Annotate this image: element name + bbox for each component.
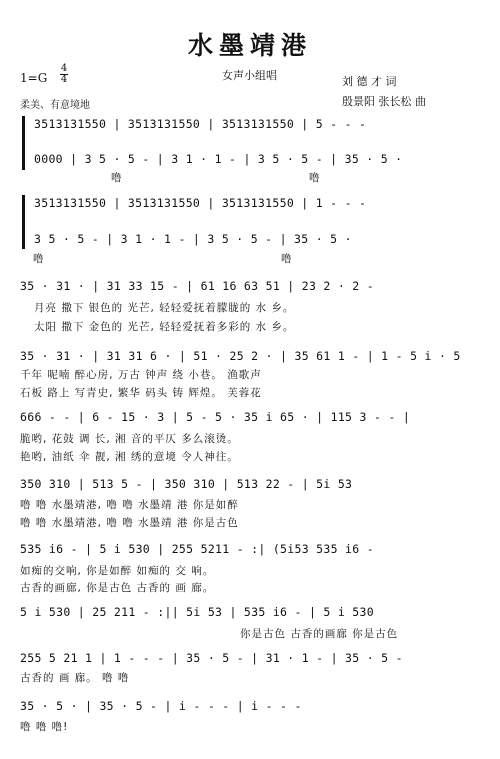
system-2-upper-notes: 3513131550 | 3513131550 | 3513131550 | 1 - - - <box>34 196 367 210</box>
system-2-lower-notes: 3 5 · 5 - | 3 1 · 1 - | 3 5 · 5 - | 35 · 5 · <box>34 232 352 246</box>
lyric-line-7a: 古香的 画 廊。 噜 噜 <box>20 672 130 684</box>
melody-line-4: 350 310 | 513 5 - | 350 310 | 513 22 - | 5i 53 <box>20 477 353 491</box>
lyric-line-8a: 噜 噜 噜! <box>20 721 69 733</box>
system-2-bracket <box>22 195 25 249</box>
melody-line-2: 35 · 31 · | 31 31 6 · | 51 · 25 2 · | 35 61 1 - | 1 - 5 i · 5 <box>20 349 461 363</box>
melody-line-7: 255 5 21 1 | 1 - - - | 35 · 5 - | 31 · 1 - | 35 · 5 - <box>20 651 403 665</box>
system-1-lower-notes: 0000 | 3 5 · 5 - | 3 1 · 1 - | 3 5 · 5 - | 35 · 5 · <box>34 152 403 166</box>
time-sig-top: 4 <box>60 63 68 74</box>
lyric-line-5a: 如痴的交响, 你是如醉 如痴的 交 响。 <box>20 565 215 577</box>
lyric-line-5b: 古香的画廊, 你是古色 古香的 画 廊。 <box>20 582 215 594</box>
melody-line-6: 5 i 530 | 25 211 - :|| 5i 53 | 535 i6 - | 5 i 530 <box>20 605 374 619</box>
composer-credit: 殷景阳 张长松 曲 <box>342 95 426 108</box>
system-2-lyric-b: 噜 <box>281 253 292 265</box>
lyric-line-6a: 你是古色 古香的画廊 你是古色 <box>240 628 399 640</box>
melody-line-3: 666 - - | 6 - 15 · 3 | 5 - 5 · 35 i 65 · | 115 3 - - | <box>20 410 411 424</box>
expression-mark: 柔美、有意境地 <box>20 100 90 111</box>
lyric-line-4a: 噜 噜 水墨靖港, 噜 噜 水墨靖 港 你是如醉 <box>20 499 239 511</box>
time-signature <box>60 64 68 85</box>
key-text: 1=G <box>20 71 48 85</box>
lyric-line-3a: 脆哟, 花鼓 调 长, 湘 音的平仄 多么滚烫。 <box>20 433 239 445</box>
melody-line-8: 35 · 5 · | 35 · 5 - | i - - - | i - - - <box>20 699 302 713</box>
system-2-lyric-a: 噜 <box>33 253 44 265</box>
key-signature <box>20 71 47 85</box>
lyric-line-1a: 月亮 撒下 银色的 光芒, 轻轻爱抚着朦胧的 水 乡。 <box>34 302 295 314</box>
song-title: 水墨靖港 <box>187 31 312 60</box>
system-1-lyric-a: 噜 <box>111 172 122 184</box>
lyric-line-1b: 太阳 撒下 金色的 光芒, 轻轻爱抚着多彩的 水 乡。 <box>34 321 295 333</box>
system-1-lyric-b: 噜 <box>309 172 320 184</box>
system-1-bracket <box>22 116 25 170</box>
performance-form: 女声小组唱 <box>222 69 277 82</box>
melody-line-1: 35 · 31 · | 31 33 15 - | 61 16 63 51 | 23 2 · 2 - <box>20 279 374 293</box>
system-1-upper-notes: 3513131550 | 3513131550 | 3513131550 | 5 - - - <box>34 117 367 131</box>
lyric-line-2b: 石板 路上 写青史, 繁华 码头 铸 辉煌。 芙蓉花 <box>20 387 262 399</box>
lyric-line-3b: 艳哟, 油纸 伞 靓, 湘 绣的意境 令人神往。 <box>20 451 239 463</box>
lyric-line-2a: 千年 呢喃 醉心房, 万古 钟声 绕 小巷。 渔歌声 <box>20 369 262 381</box>
melody-line-5: 535 i6 - | 5 i 530 | 255 5211 - :| (5i53 535 i6 - <box>20 542 374 556</box>
time-sig-bottom: 4 <box>60 74 68 85</box>
lyricist-credit: 刘 德 才 词 <box>342 75 397 88</box>
lyric-line-4b: 噜 噜 水墨靖港, 噜 噜 水墨靖 港 你是古色 <box>20 517 239 529</box>
